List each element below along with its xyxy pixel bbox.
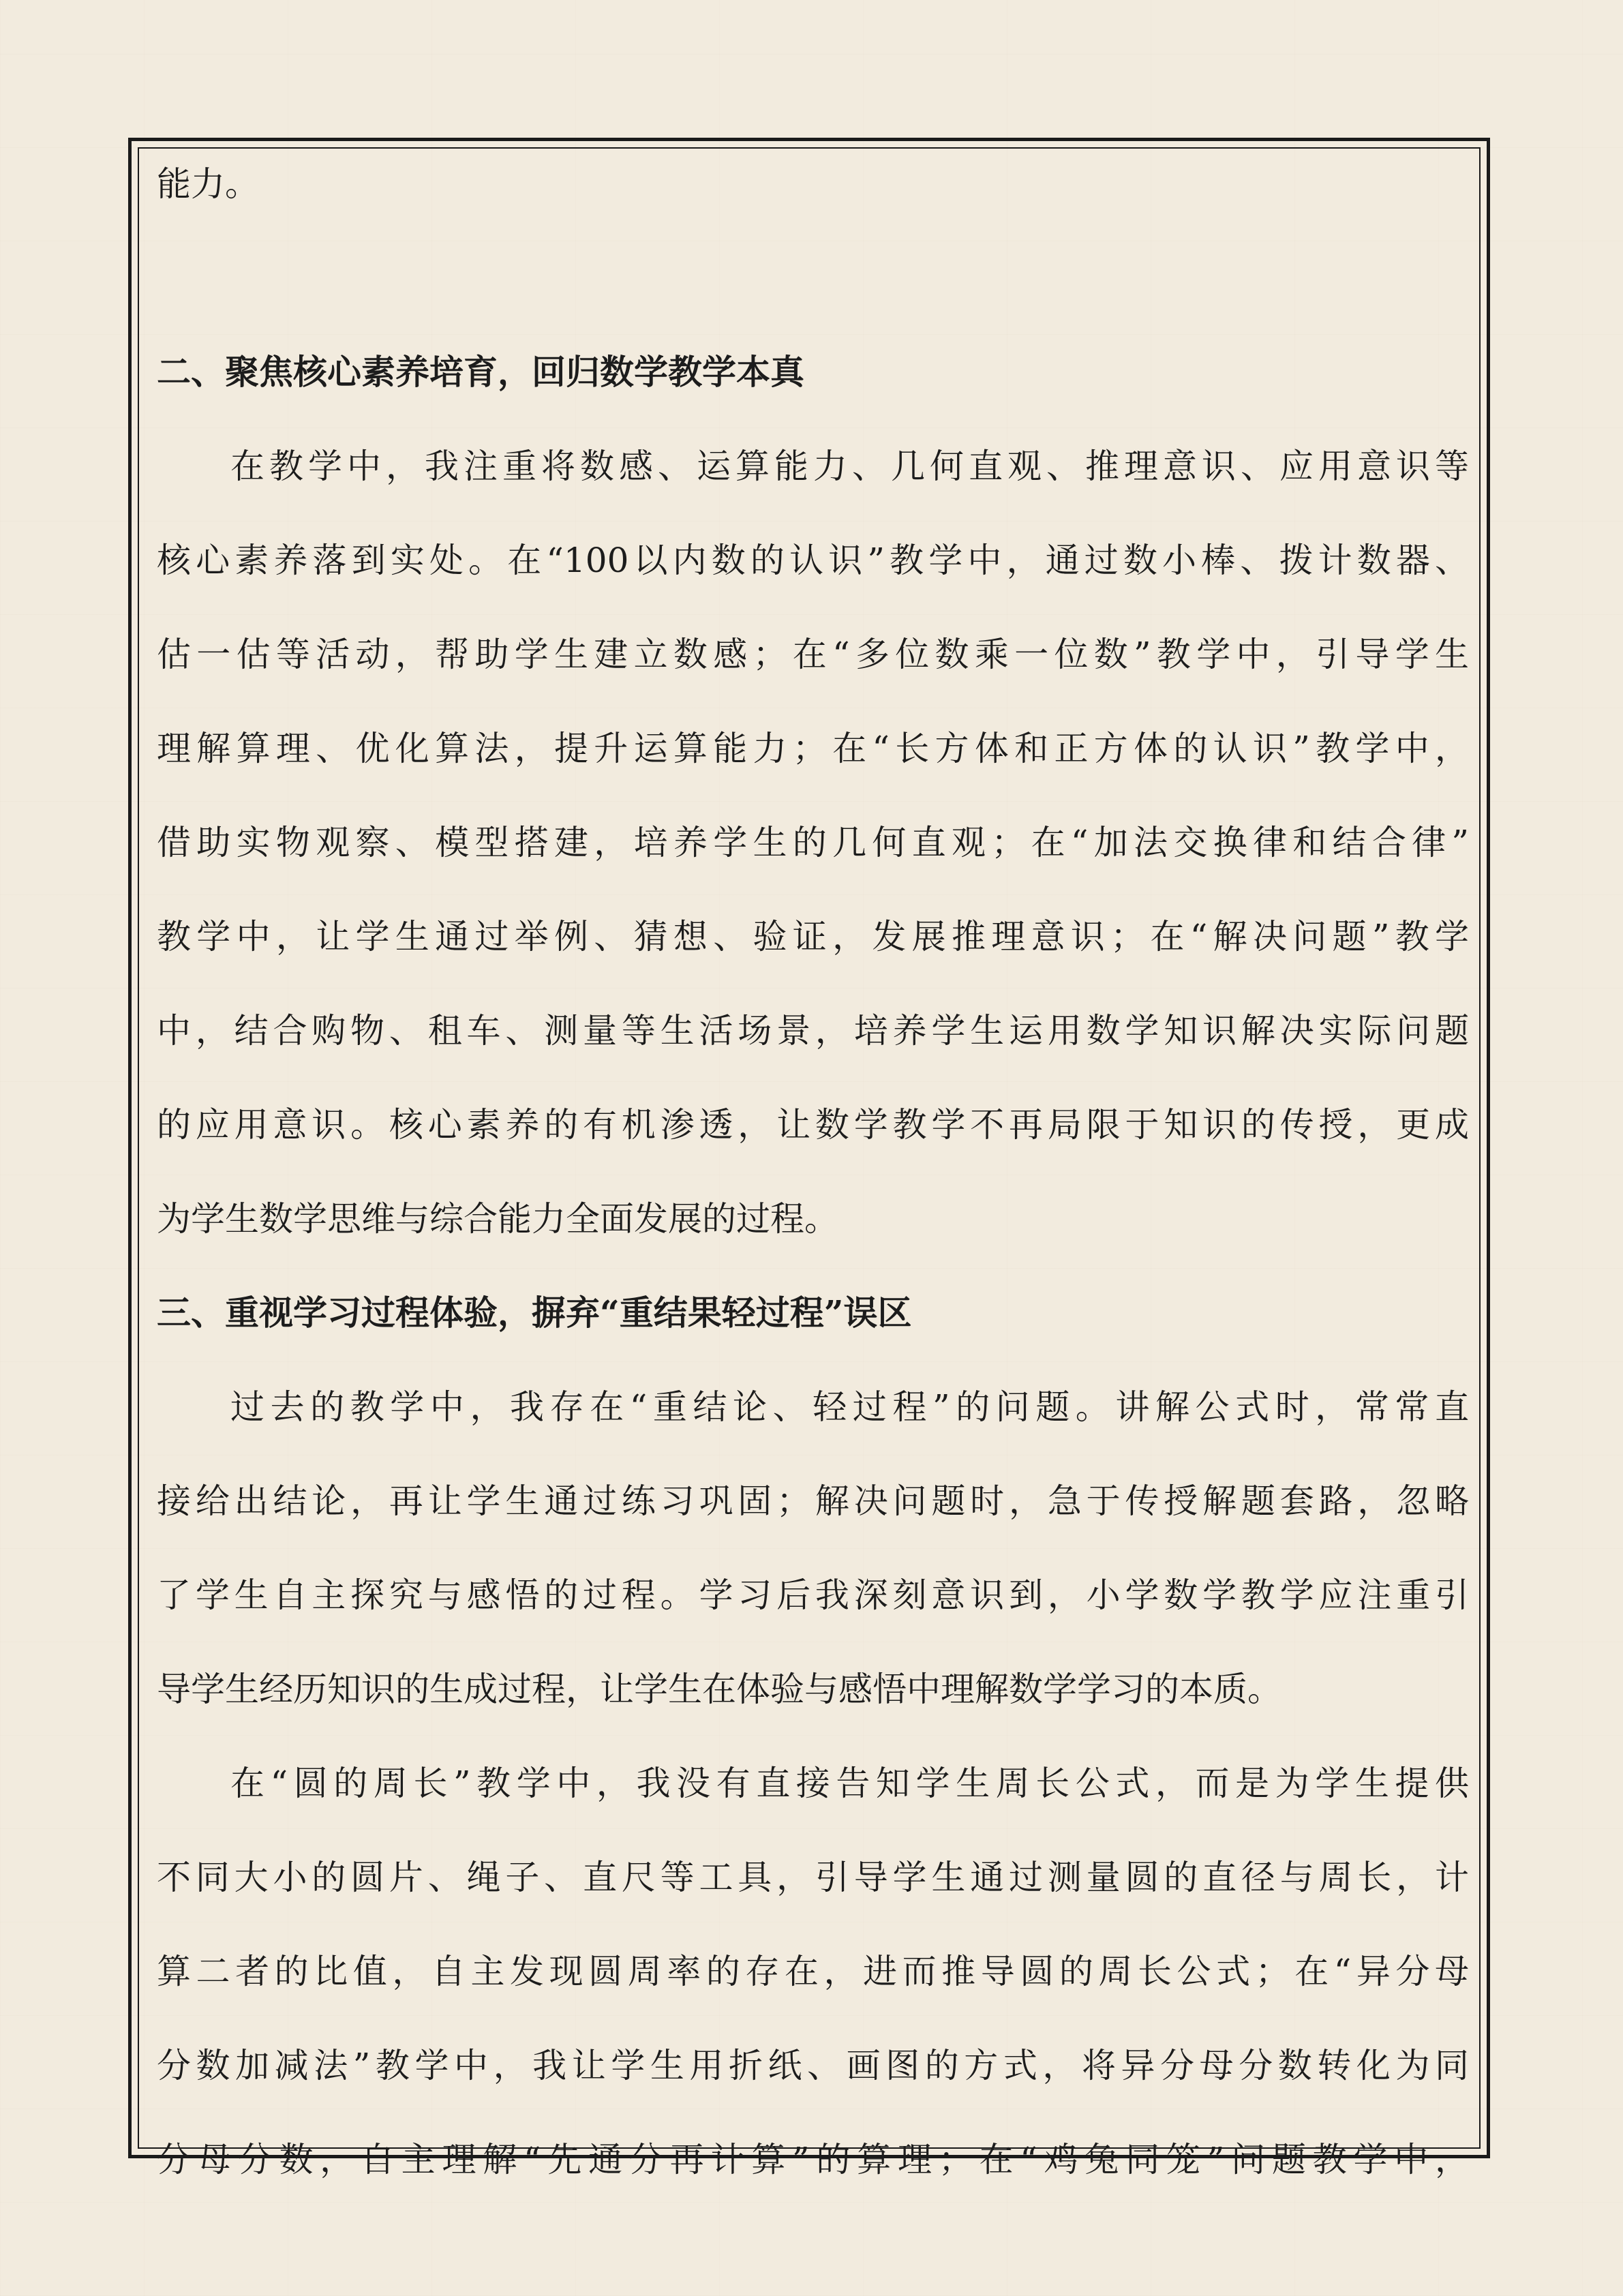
paragraph-line: 估一估等活动，帮助学生建立数感；在“多位数乘一位数”教学中，引导学生 <box>157 635 1469 674</box>
section-heading: 三、重视学习过程体验，摒弃“重结果轻过程”误区 <box>157 1293 912 1333</box>
document-body <box>157 155 1469 2225</box>
paragraph-line: 的应用意识。核心素养的有机渗透，让数学教学不再局限于知识的传授，更成 <box>157 1105 1469 1145</box>
paragraph-line: 能力。 <box>157 164 259 204</box>
paragraph-line: 核心素养落到实处。在“100以内数的认识”教学中，通过数小棒、拨计数器、 <box>157 541 1469 580</box>
paragraph-line: 分母分数，自主理解“先通分再计算”的算理；在“鸡兔同笼”问题教学中， <box>157 2140 1469 2179</box>
paragraph-line: 教学中，让学生通过举例、猜想、验证，发展推理意识；在“解决问题”教学 <box>157 917 1469 956</box>
paragraph-line: 中，结合购物、租车、测量等生活场景，培养学生运用数学知识解决实际问题 <box>157 1011 1469 1051</box>
paragraph-line: 导学生经历知识的生成过程，让学生在体验与感悟中理解数学学习的本质。 <box>157 1670 1281 1709</box>
paragraph-line: 理解算理、优化算法，提升运算能力；在“长方体和正方体的认识”教学中， <box>157 729 1469 768</box>
paragraph-line: 了学生自主探究与感悟的过程。学习后我深刻意识到，小学数学教学应注重引 <box>157 1575 1469 1615</box>
paragraph-line: 在教学中，我注重将数感、运算能力、几何直观、推理意识、应用意识等 <box>230 447 1469 486</box>
paragraph-line: 接给出结论，再让学生通过练习巩固；解决问题时，急于传授解题套路，忽略 <box>157 1481 1469 1521</box>
paragraph-line: 在“圆的周长”教学中，我没有直接告知学生周长公式，而是为学生提供 <box>230 1764 1469 1803</box>
paragraph-line: 借助实物观察、模型搭建，培养学生的几何直观；在“加法交换律和结合律” <box>157 823 1469 862</box>
paragraph-line: 分数加减法”教学中，我让学生用折纸、画图的方式，将异分母分数转化为同 <box>157 2046 1469 2085</box>
section-heading: 二、聚焦核心素养培育，回归数学教学本真 <box>157 352 804 392</box>
blank-line <box>157 250 1469 344</box>
paragraph-line: 为学生数学思维与综合能力全面发展的过程。 <box>157 1199 838 1239</box>
paragraph-line: 过去的教学中，我存在“重结论、轻过程”的问题。讲解公式时，常常直 <box>230 1387 1469 1427</box>
paragraph-line: 不同大小的圆片、绳子、直尺等工具，引导学生通过测量圆的直径与周长，计 <box>157 1858 1469 1897</box>
paragraph-line: 算二者的比值，自主发现圆周率的存在，进而推导圆的周长公式；在“异分母 <box>157 1952 1469 1991</box>
